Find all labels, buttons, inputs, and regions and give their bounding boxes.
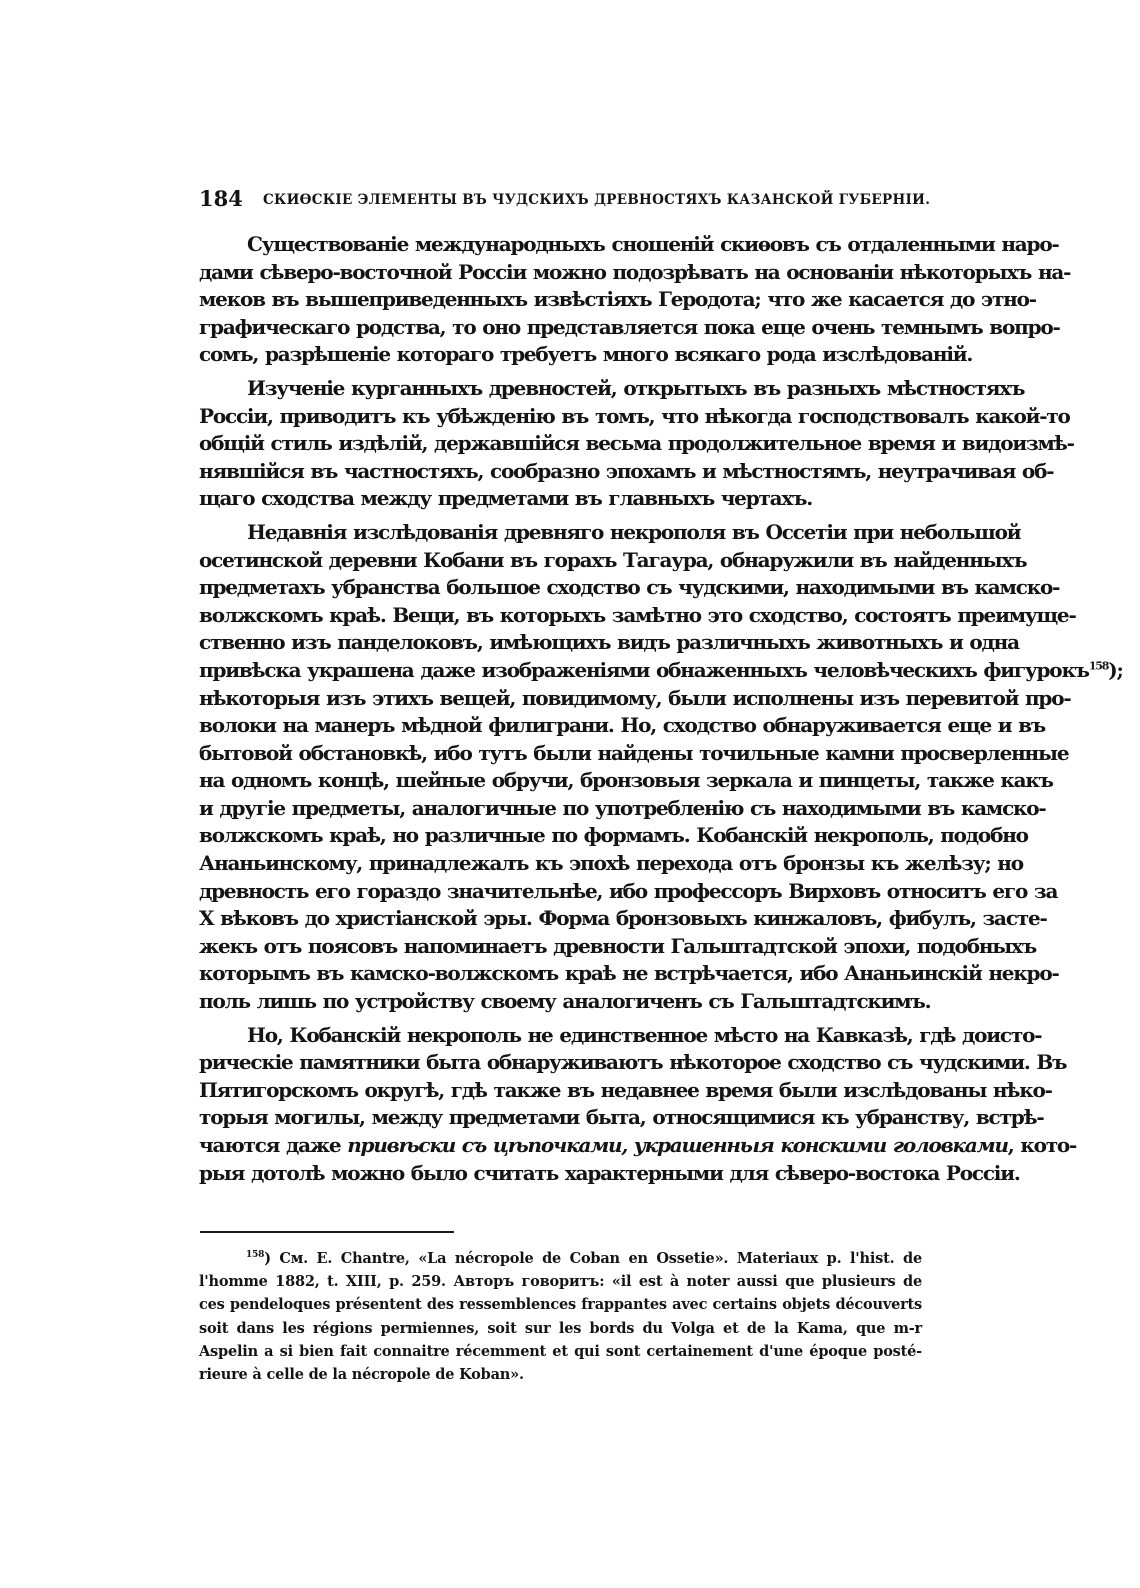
footnote-ref-158[interactable]: 158: [1088, 659, 1109, 673]
text-line: Существованіе международныхъ сношеній скиѳовъ съ отдаленными наро-: [247, 232, 1059, 256]
text-line: нявшійся въ частностяхъ, сообразно эпохамъ и мѣстностямъ, неутрачивая об-: [199, 458, 1054, 483]
text-line: нѣкоторыя изъ этихъ вещей, повидимому, были исполнены изъ перевитой про-: [199, 685, 1071, 710]
footnote-divider: [200, 1231, 454, 1233]
text-line: графическаго родства, то оно представляется пока еще очень темнымъ вопро-: [199, 314, 1060, 339]
running-title: СКИѲСКІЕ ЭЛЕМЕНТЫ ВЪ ЧУДСКИХЪ ДРЕВНОСТЯХЪ КАЗАНСКОЙ ГУБЕРНІИ.: [263, 192, 931, 208]
text-line: сомъ, разрѣшеніе котораго требуетъ много всякаго рода изслѣдованій.: [199, 342, 973, 367]
text-line: жекъ отъ поясовъ напоминаетъ древности Гальштадтской эпохи, подобныхъ: [199, 933, 1037, 958]
text-line: рическіе памятники быта обнаруживаютъ нѣкоторое сходство съ чудскими. Въ: [199, 1050, 1067, 1075]
text-line: поль лишь по устройству своему аналогиченъ съ Гальштадтскимъ.: [199, 989, 931, 1014]
text-line: предметахъ убранства большое сходство съ чудскими, находимыми въ камско-: [199, 575, 1060, 600]
footnote-line: soit dans les régions permiennes, soit sur les bords du Volga et de la Kama, que m-r: [199, 1319, 922, 1337]
text-line: X вѣковъ до христіанской эры. Форма бронзовыхъ кинжаловъ, фибулъ, застe-: [199, 906, 1047, 931]
text-segment: , кото-: [1007, 1133, 1077, 1157]
text-line: Пятигорскомъ округѣ, гдѣ также въ недавнее время были изслѣдованы нѣко-: [199, 1077, 1052, 1102]
text-line: древность его гораздо значительнѣе, ибо профессоръ Вирховъ относитъ его за: [199, 878, 1058, 903]
paragraph-2: [199, 375, 1074, 513]
text-line: дами сѣверо-восточной Россіи можно подозрѣвать на основаніи нѣкоторыхъ на-: [199, 259, 1071, 284]
text-line: щаго сходства между предметами въ главныхъ чертахъ.: [199, 486, 813, 511]
text-segment: чаются даже: [199, 1133, 348, 1157]
footnote-line: rieure à celle de la nécropole de Koban».: [199, 1366, 524, 1384]
italic-phrase: привѣски съ цѣпочками, украшенныя конскими головками: [347, 1133, 1008, 1157]
text-line: волжскомъ краѣ, но различные по формамъ. Кобанскій некрополь, подобно: [199, 823, 1028, 848]
text-line: волоки на манеръ мѣдной филиграни. Но, сходство обнаруживается еще и въ: [199, 713, 1045, 738]
text-line: волжскомъ краѣ. Вещи, въ которыхъ замѣтно это сходство, состоятъ преимуще-: [199, 602, 1076, 627]
main-text: [199, 231, 1123, 1193]
paragraph-1: [199, 231, 1071, 369]
paragraph-3: [199, 519, 1123, 1016]
text-line: Недавнія изслѣдованія древняго некрополя въ Оссетіи при небольшой: [247, 519, 1021, 544]
page-header: [199, 186, 931, 216]
text-segment: привѣска украшена даже изображеніями обнаженныхъ человѣческихъ фигурокъ: [199, 657, 1089, 682]
text-segment: ) См. E. Chantre, «La nécropole de Coban en Ossetie». Materiaux p. l'hist. de: [264, 1250, 922, 1267]
text-line: на одномъ концѣ, шейные обручи, бронзовыя зеркала и пинцеты, также какъ: [199, 768, 1053, 793]
text-segment: );: [1108, 657, 1123, 682]
text-line: осетинской деревни Кобани въ горахъ Тагаура, обнаружили въ найденныхъ: [199, 547, 1027, 572]
text-line: торыя могилы, между предметами быта, относящимися къ убранству, встрѣ-: [199, 1105, 1044, 1130]
text-line: Россіи, приводитъ къ убѣжденію въ томъ, что нѣкогда господствовалъ какой-то: [199, 403, 1070, 428]
text-line: меков въ вышеприведенныхъ извѣстіяхъ Геродота; что же касается до этно-: [199, 287, 1036, 312]
footnote-158: [199, 1247, 922, 1386]
text-line-with-italic: [199, 1132, 1077, 1160]
text-line: которымъ въ камско-волжскомъ краѣ не встрѣчается, ибо Ананьинскій некро-: [199, 961, 1059, 986]
text-line: Но, Кобанскій некрополь не единственное мѣсто на Кавказѣ, гдѣ доисто-: [247, 1022, 1042, 1047]
text-line: бытовой обстановкѣ, ибо тутъ были найдены точильные камни просверленные: [199, 740, 1069, 765]
text-line: рыя дотолѣ можно было считать характерными для сѣверо-востока Россіи.: [199, 1160, 1020, 1185]
text-line: общій стиль издѣлій, державшійся весьма продолжительное время и видоизмѣ-: [199, 431, 1074, 456]
footnote-line: Aspelin a si bien fait connaitre récemment et qui sont certainement d'une époque posté-: [199, 1342, 922, 1360]
footnote-line: ces pendeloques présentent des ressemblences frappantes avec certains objets découverts: [199, 1296, 922, 1314]
page-number: 184: [199, 186, 243, 211]
text-line: Изученіе курганныхъ древностей, открытыхъ въ разныхъ мѣстностяхъ: [247, 375, 1025, 400]
text-line: ственно изъ панделоковъ, имѣющихъ видъ различныхъ животныхъ и одна: [199, 630, 1019, 655]
text-line: и другіе предметы, аналогичные по употребленію съ находимыми въ камско-: [199, 795, 1046, 820]
paragraph-4: [199, 1022, 1077, 1188]
text-line-with-footnote-ref: [199, 657, 1123, 685]
footnote-line: l'homme 1882, t. XIII, p. 259. Авторъ говоритъ: «il est à noter aussi que plusieurs de: [199, 1273, 922, 1291]
text-line: Ананьинскому, принадлежалъ къ эпохѣ перехода отъ бронзы къ желѣзу; но: [199, 851, 1023, 876]
footnote-line: [199, 1247, 922, 1270]
footnote-mark: 158: [246, 1250, 265, 1261]
